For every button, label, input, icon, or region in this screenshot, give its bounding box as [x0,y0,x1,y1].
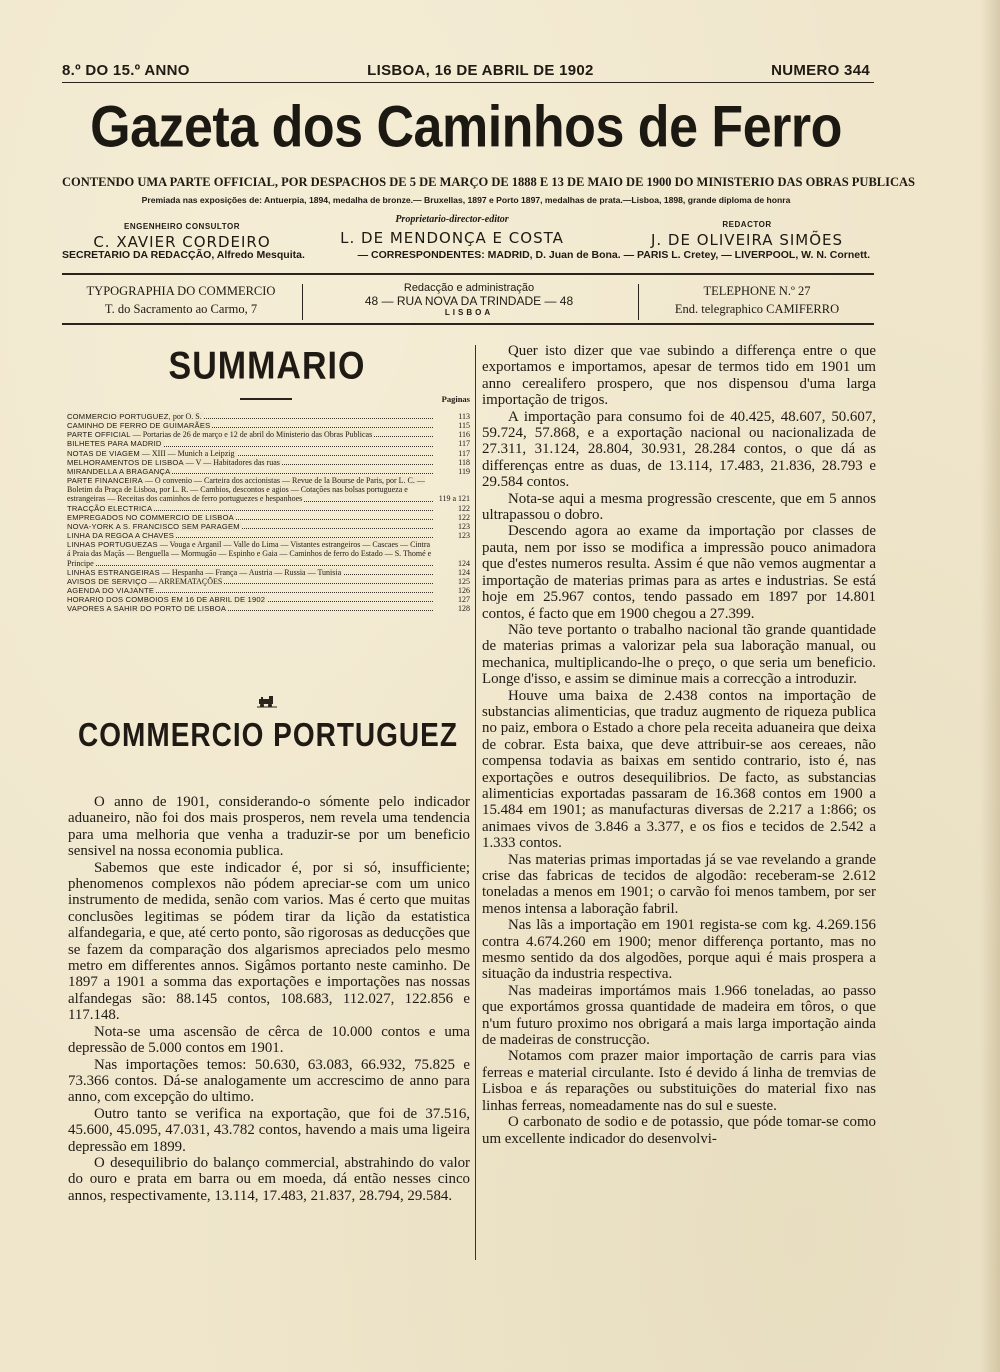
official-notice: CONTENDO UMA PARTE OFFICIAL, POR DESPACHOS DE 5 DE MARÇO DE 1888 E 13 DE MAIO DE 1900 DO MINISTERIO DAS OBRAS PUBLICAS [62,175,915,189]
telephone-cell [640,282,874,322]
summary-item: NOTAS DE VIAGEM — XIII — Munich a Leipzig 117 [67,448,470,458]
admin-label: Redacção e administração [403,282,535,294]
correspondents-text: — CORRESPONDENTES: MADRID, D. Juan de Bona. — PARIS L. Cretey, — LIVERPOOL, W. N. Cornett. [357,249,870,261]
article-paragraph: Nas materias primas importadas já se vae revelando a grande crise das fabricas de tecidos de algodão: receberam-se 2.612 toneladas a menos em 1901; o carvão foi menos tambem, por ser menos intensa a laboração fabril. [482,851,876,917]
article-paragraph: Nota-se uma ascensão de cêrca de 10.000 contos e uma depressão de 5.000 contos em 1901. [68,1023,470,1057]
summary-item: CAMINHO DE FERRO DE GUIMARÃES 115 [67,421,470,431]
secretary-line [62,249,870,261]
article-paragraph: Sabemos que este indicador é, por si só, insufficiente; phenomenos complexos não pódem apreciar-se com um unico instrumento de medida, senão com varios. Mas é certo que muitas conclusões legitimas se pódem tirar da lição da estatistica alfandegaria, e que, até certo ponto, são rigorosas as deducções que se fazem da comparação dos algarismos apreciados pelo mesmo metro em differentes annos. Sigâmos portanto neste caminho. De 1897 a 1901 a somma das exportações e importações nas nossas alfandegas são: 88.145 contos, 108.683, 112.027, 122.856 e 117.148. [68,859,470,1024]
info-box [62,282,874,322]
director-name: L. DE MENDONÇA E COSTA [340,229,564,247]
info-separator-1 [302,284,303,320]
article-paragraph: Não teve portanto o trabalho nacional tão grande quantidade de materias primas a valorizar pela sua laboração manual, ou mechanica, multiplicando-lhe o preço, o que seria um beneficio. Longe d'isso, e assim se diminue mais a correcção a introduzir. [482,621,876,688]
summary-item: PARTE FINANCEIRA — O convenio — Carteira dos accionistas — Revue de la Bourse de Paris, por L. C. — Boletim da Praça de Lisboa, por L. R. — Cambios, descontos e agios — Cotações nas bolsas portugueza e estrangeiras — Receitas dos caminhos de ferro portuguezes e hespanhoes 119 a 121 [67,476,470,504]
summary-item: VAPORES A SAHIR DO PORTO DE LISBOA 128 [67,604,470,614]
summary-item: HORARIO DOS COMBOIOS EM 16 DE ABRIL DE 1902 127 [67,595,470,605]
article-title: COMMERCIO PORTUGUEZ [78,716,458,754]
summary-list [67,412,470,613]
summary-title: SUMMARIO [168,344,366,388]
info-bottom-rule [62,323,874,325]
editor-role: REDACTOR [722,220,772,229]
summary-item: EMPREGADOS NO COMMERCIO DE LISBOA 122 [67,512,470,522]
summary-item: LINHAS PORTUGUEZAS — Vouga e Arganil — Valle do Lima — Vistantes estrangeiros — Cascaes — Cintra á Praia das Maçãs — Benguella — Mormugão — Espinho e Gaia — Caminhos de ferro do Estado — S. Thomé e Principe 124 [67,540,470,568]
admin-city: LISBOA [444,308,494,317]
article-paragraph: Outro tanto se verifica na exportação, que foi de 37.516, 45.600, 45.095, 47.031, 43.782 contos, havendo a mais uma ligeira depressão em 1899. [68,1105,470,1155]
article-paragraph: A importação para consumo foi de 40.425, 48.607, 50.607, 59.724, 57.868, e a exportação nacional ou nacionalizada de 27.311, 31.124, 28.804, 30.931, 28.284 contos, o que dá as differenças entre as duas, de 13.114, 17.483, 21.836, 28.793 e 29.584 contos. [482,408,876,491]
article-left-column [68,794,470,1204]
telephone: TELEPHONE N.º 27 [703,284,811,298]
summary-item: LINHAS ESTRANGEIRAS — Hespanha — França — Austria — Russia — Tunisia 124 [67,567,470,577]
page-edge-shadow [980,0,1000,1372]
summary-item: LINHA DA REGOA A CHAVES 123 [67,531,470,541]
issue-number: NUMERO 344 [771,62,870,79]
article-paragraph: Houve uma baixa de 2.438 contos na importação de substancias alimenticias, que traduz augmento de riqueza publica no paiz, embora o Estado a chore pela receita aduaneira que deixa de cobrar. Esta baixa, que deve attribuir-se aos cereaes, não compensa todavia as baixas em sentido contrario, isto é, nas exportações e outros desequilibrios. De facto, as substancias alimenticias exportadas passaram de 16.368 contos em 1900 a 15.484 em 1901; as manufacturas diversas de 2.217 a 1:866; os animaes vivos de 3.846 a 3.377, e os fios e tecidos de 2.542 a 1.333 contos. [482,687,876,852]
article-paragraph: O desequilibrio do balanço commercial, abstrahindo do valor do ouro e prata em barra ou em moeda, dá então nesses cinco annos, respectivamente, 13.114, 17.483, 21.837, 28.794, 29.584. [68,1154,470,1204]
article-right-column [482,343,876,1147]
column-separator [475,345,476,1260]
info-separator-2 [638,284,639,320]
top-rule [62,82,874,83]
summary-item: TRACÇÃO ELECTRICA 122 [67,503,470,513]
edition-label: 8.º DO 15.º ANNO [62,62,190,79]
admin-address: 48 — RUA NOVA DA TRINDADE — 48 [364,293,574,308]
masthead-title: Gazeta dos Caminhos de Ferro [90,95,842,161]
article-paragraph: Nota-se aqui a mesma progressão crescente, que em 5 annos ultrapassou o dobro. [482,490,876,524]
printer-cell [62,282,300,322]
telegraph: End. telegraphico CAMIFERRO [674,302,840,316]
summary-item: PARTE OFFICIAL — Portarias de 26 de março e 12 de abril do Ministerio das Obras Publicas 116 [67,430,470,440]
article-paragraph: O anno de 1901, considerando-o sómente pelo indicador aduaneiro, não foi dos mais prosperos, nem revela uma tendencia para uma melhoria que venha a traduzir-se por um beneficio sensivel na nossa economia publica. [68,794,470,860]
engineer-name: C. XAVIER CORDEIRO [93,233,271,251]
director-block [302,214,602,247]
info-top-rule [62,273,874,275]
article-paragraph: Descendo agora ao exame da importação por classes de pauta, nem por isso se modifica a impressão pouco animadora que d'estes numeros resulta. Assim é que não vemos augmentar a importação de materias primas para as artes e industrias. Se está hoje em 25.967 contos, tendo passado em 1897 por 14.801 contos, é facto que em 1900 chegou a 27.399. [482,523,876,622]
top-info-row [62,62,870,79]
summary-item: BILHETES PARA MADRID 117 [67,439,470,449]
locomotive-ornament-icon [257,694,277,708]
editor-block [617,220,877,249]
article-paragraph: Nas lãs a importação em 1901 regista-se com kg. 4.269.156 contra 4.674.260 em 1900; menor differença portanto, mas no mesmo sentido da dos algodões, porque aqui é mais prospera a situação da industria respectiva. [482,917,876,983]
director-role: Proprietario-director-editor [395,214,509,225]
editor-name: J. DE OLIVEIRA SIMÕES [650,231,844,249]
summary-item: MELHORAMENTOS DE LISBOA — V — Habitadores das ruas 118 [67,457,470,467]
printer-address: T. do Sacramento ao Carmo, 7 [104,302,258,316]
admin-cell [306,282,632,322]
article-paragraph: Notamos com prazer maior importação de carris para vias ferreas e material circulante. Isto é devido á linha de tremvias de Lisboa e ás reparações ou substituições do material fixo nas linhas ferreas, nomeadamente nas do sul e sueste. [482,1048,876,1114]
summary-item: NOVA-YORK A S. FRANCISCO SEM PARAGEM 123 [67,521,470,531]
article-paragraph: Nas madeiras importámos mais 1.966 toneladas, ao passo que exportámos grossa quantidade de madeira em tôros, o que n'um futuro proximo nos obrigará a mais larga importação ainda de madeiras de construcção. [482,982,876,1049]
summary-item: MIRANDELLA A BRAGANÇA 119 [67,466,470,476]
dateline: LISBOA, 16 DE ABRIL DE 1902 [367,62,594,79]
article-paragraph: O carbonato de sodio e de potassio, que póde tomar-se como um excellente indicador do desenvolvi- [482,1114,876,1147]
summary-item: COMMERCIO PORTUGUEZ, por O. S. 113 [67,412,470,421]
article-paragraph: Quer isto dizer que vae subindo a differença entre o que exportamos e importamos, apesar de termos tido em 1901 um anno cerealifero prospero, que nos dispensou d'uma larga importação de trigos. [482,343,876,409]
secretary-text: SECRETARIO DA REDACÇÃO, Alfredo Mesquita. [62,249,305,261]
summary-item: AVISOS DE SERVIÇO — ARREMATAÇÕES 125 [67,576,470,586]
prizes-line: Premiada nas exposições de: Antuerpia, 1894, medalha de bronze.— Bruxellas, 1897 e Porto 1897, medalhas de prata.—Lisboa, 1898, grande diploma de honra [141,195,791,205]
pages-label: Paginas [441,394,470,404]
article-paragraph: Nas importações temos: 50.630, 63.083, 66.932, 75.825 e 73.366 contos. Dá-se analogamente um accrescimo de anno para anno, com excepção do ultimo. [68,1056,470,1106]
engineer-role: ENGENHEIRO CONSULTOR [124,222,240,231]
printer-name: TYPOGRAPHIA DO COMMERCIO [86,284,276,298]
summary-item: AGENDA DO VIAJANTE 126 [67,585,470,595]
engineer-block [62,222,302,251]
